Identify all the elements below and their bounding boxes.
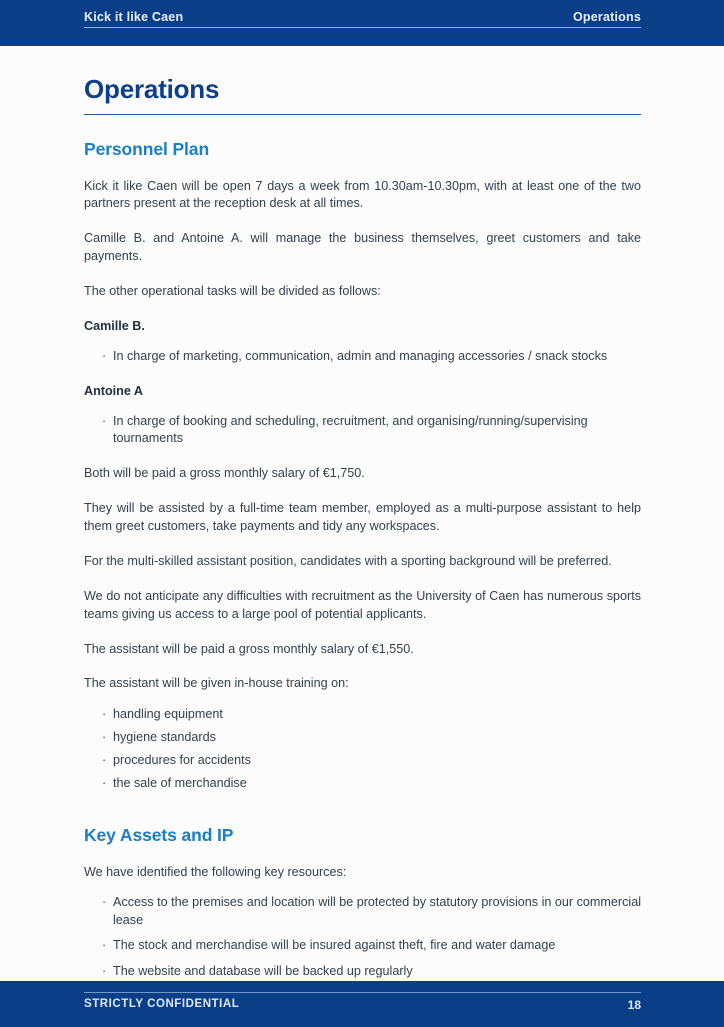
- list-item: [102, 413, 641, 449]
- page-footer: [0, 981, 724, 1027]
- bullet-list-camille-duties: [84, 348, 641, 366]
- paragraph-candidate-preference: For the multi-skilled assistant position, candidates with a sporting background will be preferred.: [84, 553, 612, 568]
- list-item-text: the sale of merchandise: [113, 775, 247, 790]
- paragraph-training-intro: The assistant will be given in-house training on:: [84, 676, 349, 691]
- list-item: [102, 348, 641, 366]
- bullet-icon: ·: [102, 707, 107, 722]
- title-divider: [84, 114, 641, 115]
- list-item-text: The website and database will be backed up regularly: [113, 964, 413, 979]
- list-item-text: In charge of booking and scheduling, recruitment, and organising/running/supervising tournaments: [113, 413, 588, 446]
- paragraph-key-resources-intro: We have identified the following key resources:: [84, 864, 347, 879]
- header-document-title: Kick it like Caen: [84, 10, 184, 24]
- section-heading-key-assets-and-ip: Key Assets and IP: [84, 824, 234, 845]
- list-item-text: Access to the premises and location will be protected by statutory provisions in our commercial lease: [113, 894, 641, 927]
- subheading-antoine: Antoine A: [84, 383, 143, 398]
- footer-inner: [84, 992, 641, 1012]
- list-item: [102, 937, 641, 955]
- header-inner: [84, 10, 641, 28]
- bullet-icon: ·: [102, 730, 107, 745]
- bullet-icon: ·: [102, 964, 107, 979]
- list-item: [102, 729, 641, 747]
- page-title: Operations: [84, 74, 220, 104]
- bullet-list-antoine-duties: [84, 413, 641, 449]
- header-section-title: Operations: [573, 10, 641, 24]
- bullet-icon: ·: [102, 894, 107, 909]
- bullet-icon: ·: [102, 775, 107, 790]
- list-item: [102, 752, 641, 770]
- page-content: [0, 46, 724, 981]
- paragraph-assistant-role: They will be assisted by a full-time team member, employed as a multi-purpose assistant to help them greet customers, take payments and tidy any workspaces.: [84, 501, 641, 534]
- bullet-list-key-resources: [84, 894, 641, 982]
- bullet-icon: ·: [102, 938, 107, 953]
- page-header: [0, 0, 724, 46]
- subheading-camille: Camille B.: [84, 318, 145, 333]
- list-item-text: handling equipment: [113, 707, 223, 722]
- section-heading-personnel-plan: Personnel Plan: [84, 138, 210, 159]
- bullet-icon: ·: [102, 753, 107, 768]
- footer-confidentiality-notice: STRICTLY CONFIDENTIAL: [84, 998, 240, 1011]
- list-item: [102, 963, 641, 981]
- list-item-text: hygiene standards: [113, 730, 216, 745]
- list-item-text: procedures for accidents: [113, 753, 251, 768]
- list-item: [102, 894, 641, 930]
- paragraph-opening-hours: Kick it like Caen will be open 7 days a week from 10.30am-10.30pm, with at least one of the two partners present at the reception desk at all times.: [84, 178, 641, 211]
- list-item: [102, 706, 641, 724]
- paragraph-partner-salary: Both will be paid a gross monthly salary of €1,750.: [84, 466, 365, 481]
- paragraph-assistant-salary: The assistant will be paid a gross monthly salary of €1,550.: [84, 641, 414, 656]
- paragraph-partners-management: Camille B. and Antoine A. will manage the business themselves, greet customers and take payments.: [84, 231, 641, 264]
- list-item-text: The stock and merchandise will be insured against theft, fire and water damage: [113, 938, 556, 953]
- paragraph-task-division-intro: The other operational tasks will be divided as follows:: [84, 284, 381, 299]
- list-item: [102, 775, 641, 793]
- paragraph-recruitment-outlook: We do not anticipate any difficulties with recruitment as the University of Caen has numerous sports teams giving us access to a large pool of potential applicants.: [84, 588, 641, 621]
- bullet-icon: ·: [102, 348, 107, 363]
- bullet-icon: ·: [102, 413, 107, 428]
- footer-page-number: 18: [627, 998, 641, 1013]
- list-item-text: In charge of marketing, communication, admin and managing accessories / snack stocks: [113, 348, 608, 363]
- bullet-list-training-topics: [84, 706, 641, 793]
